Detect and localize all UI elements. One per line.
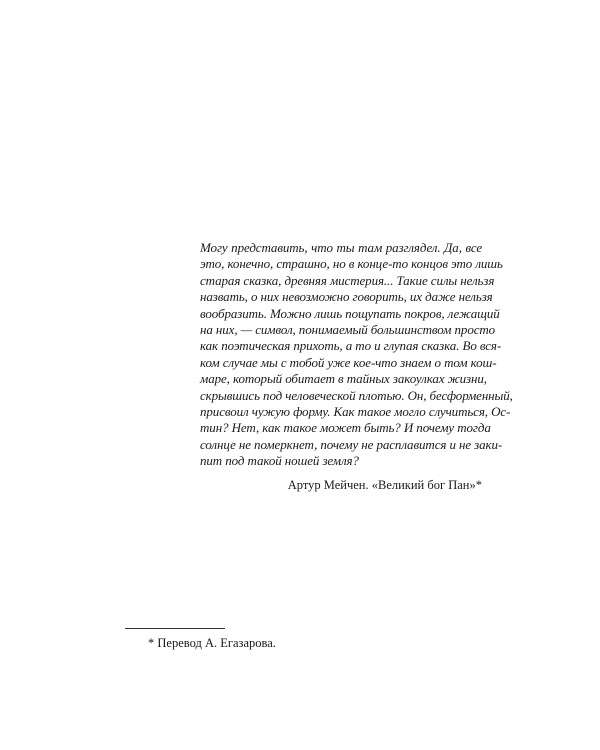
epigraph-line: вообразить. Можно лишь пощупать покров, лежащий [200, 305, 500, 321]
epigraph-line: как поэтическая прихоть, а то и глупая сказка. Во вся- [200, 338, 502, 354]
epigraph-line: маре, который обитает в тайных закоулках жизни, [200, 371, 487, 387]
epigraph-line: солнце не померкнет, почему не расплавится и не заки- [200, 436, 503, 452]
epigraph-line: скрывшись под человеческой плотью. Он, бесформенный, [200, 387, 513, 403]
epigraph-line: назвать, о них невозможно говорить, их даже нельзя [200, 289, 493, 305]
epigraph [200, 240, 513, 493]
epigraph-line: на них, — символ, понимаемый большинством просто [200, 322, 496, 338]
footnote-divider [125, 628, 225, 629]
epigraph-text [200, 240, 513, 470]
footnote: * Перевод А. Егазарова. [148, 636, 276, 650]
epigraph-line: присвоил чужую форму. Как такое могло случиться, Ос- [200, 404, 511, 420]
epigraph-line: тин? Нет, как такое может быть? И почему тогда [200, 420, 491, 436]
epigraph-line: пит под такой ношей земля? [200, 453, 359, 469]
epigraph-attribution: Артур Мейчен. «Великий бог Пан»* [287, 477, 482, 492]
epigraph-line: это, конечно, страшно, но в конце-то концов это лишь [200, 256, 503, 272]
epigraph-line: старая сказка, древняя мистерия... Такие силы нельзя [200, 272, 495, 288]
epigraph-line: ком случае мы с тобой уже кое-что знаем о том кош- [200, 354, 497, 370]
epigraph-line: Могу представить, что ты там разглядел. Да, все [200, 240, 482, 255]
